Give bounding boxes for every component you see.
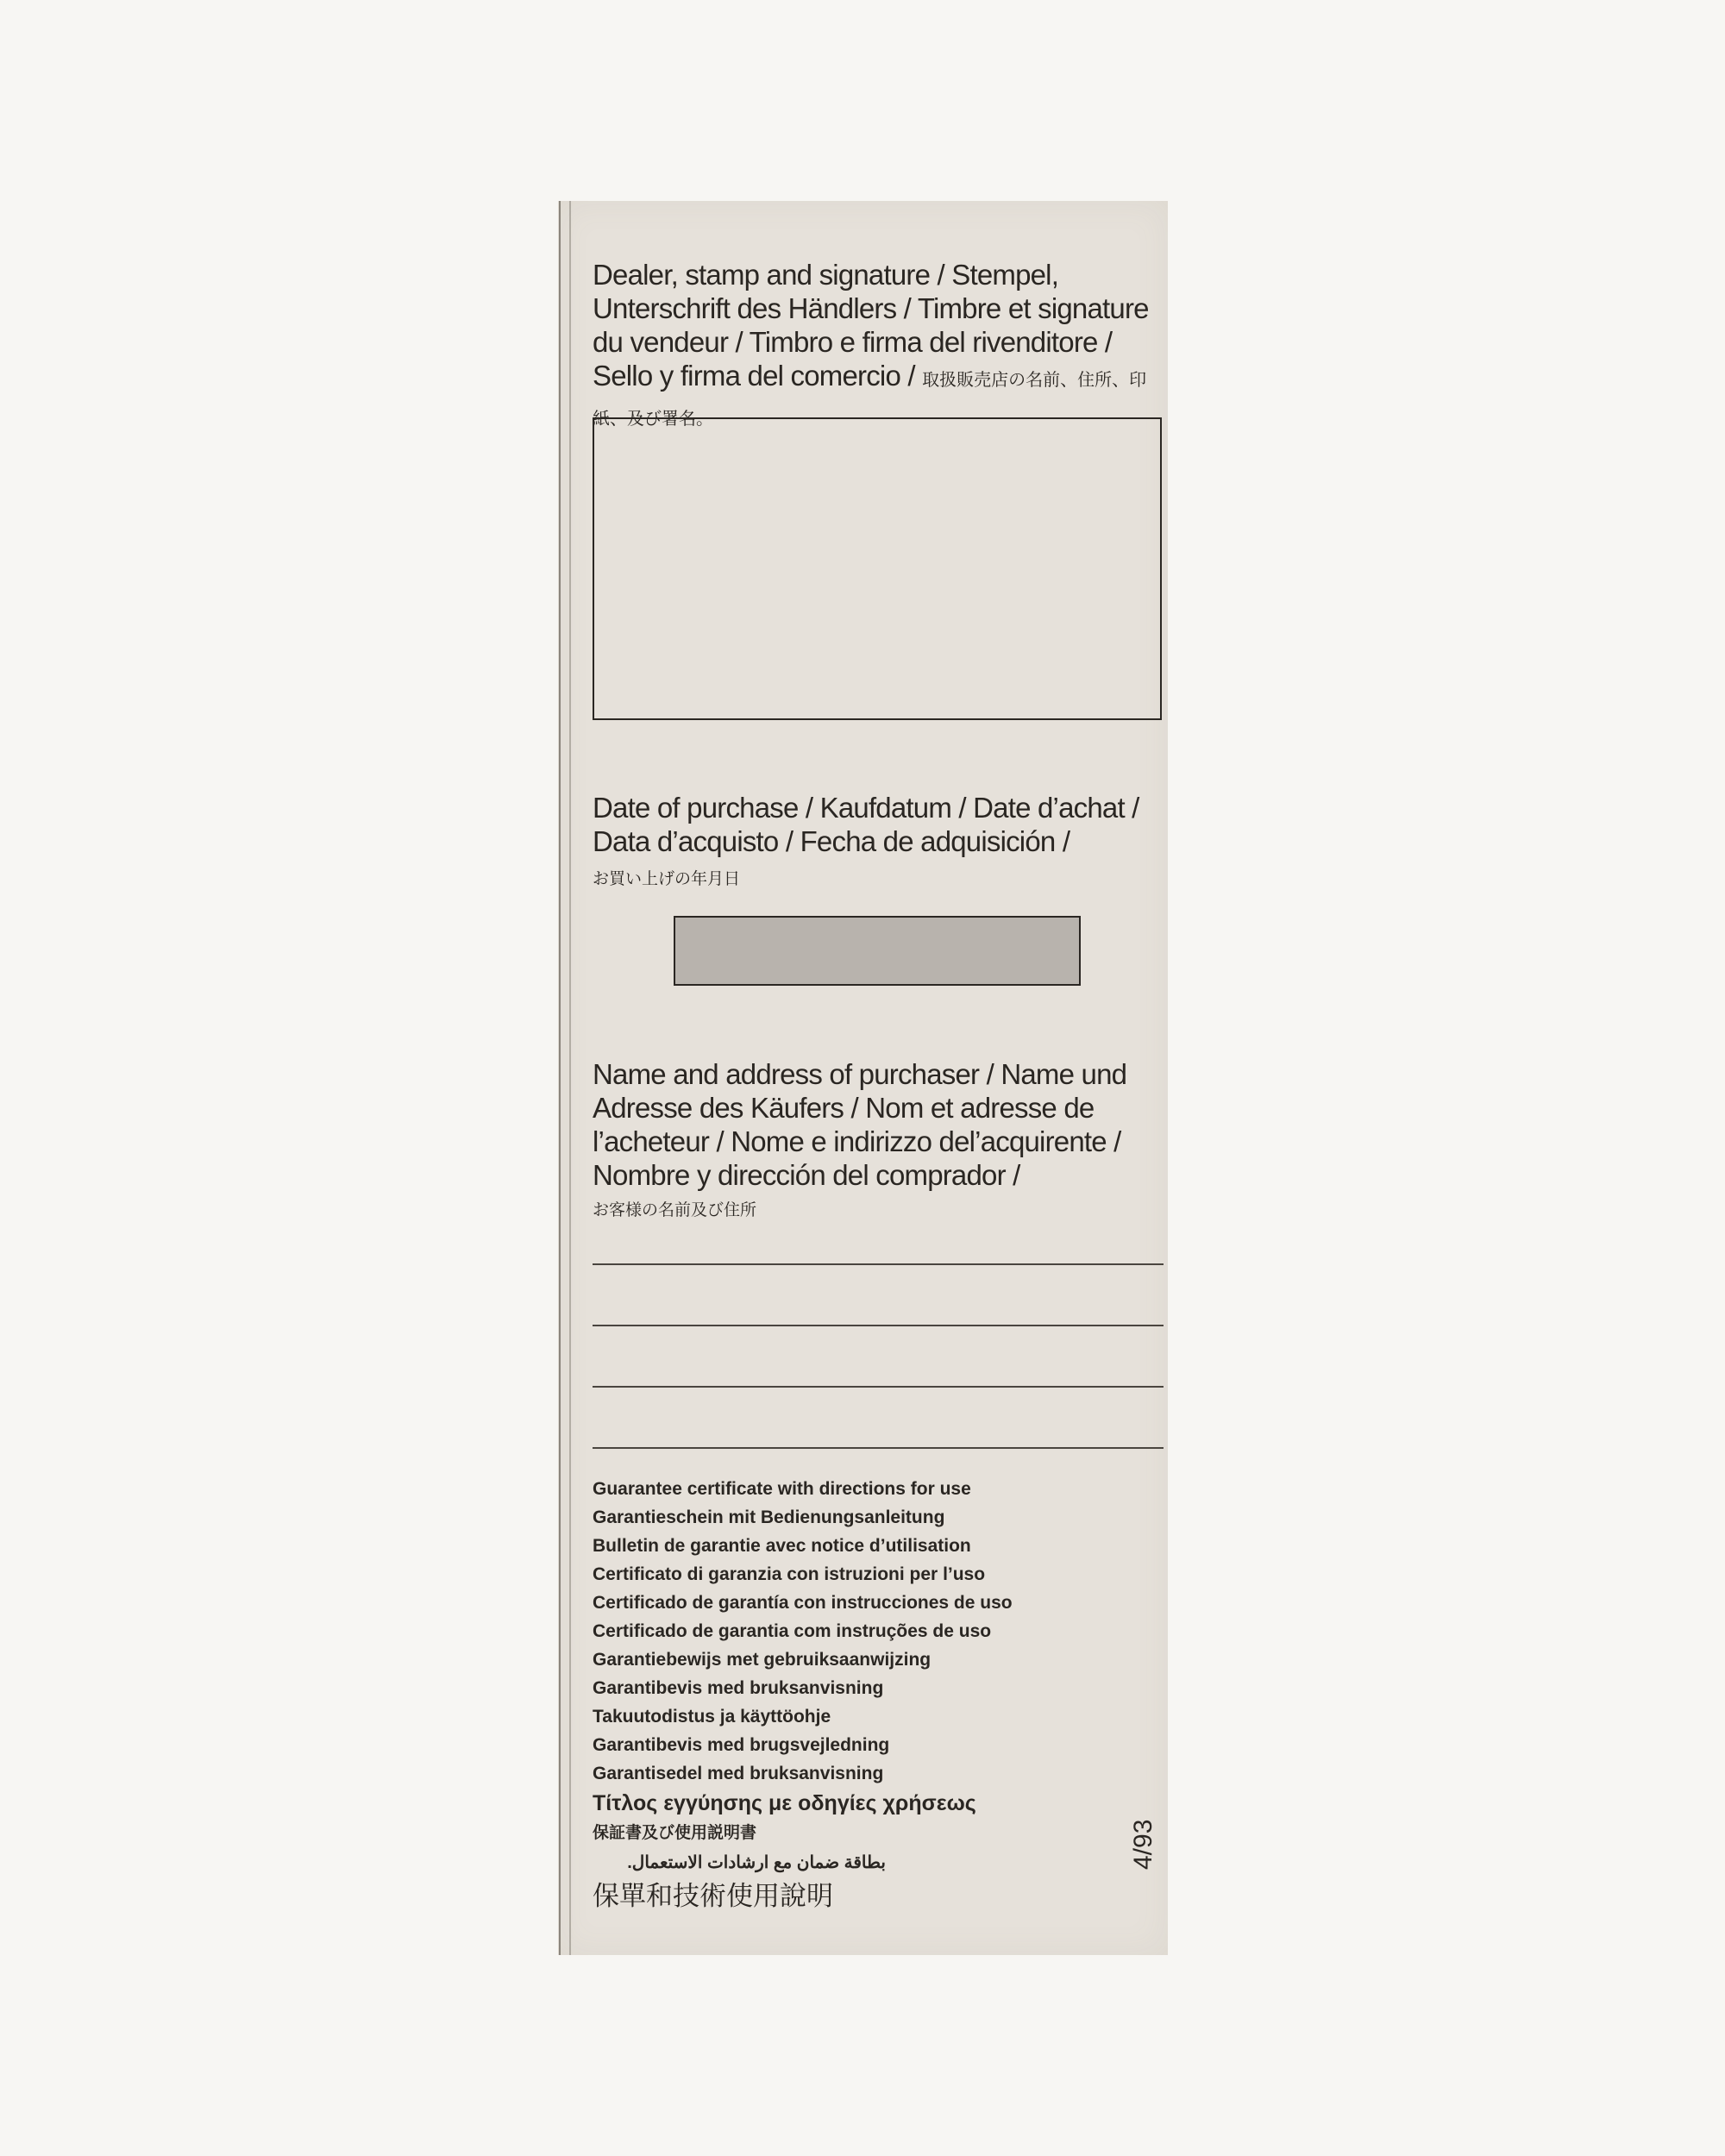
certificate-title: Bulletin de garantie avec notice d’utilisation bbox=[593, 1536, 971, 1556]
certificate-title-japanese: 保証書及び使用説明書 bbox=[593, 1824, 757, 1842]
date-heading-jp: お買い上げの年月日 bbox=[593, 869, 741, 888]
certificate-title: Garantieschein mit Bedienungsanleitung bbox=[593, 1507, 945, 1527]
certificate-title-arabic: بطاقة ضمان مع ارشادات الاستعمال. bbox=[627, 1853, 886, 1872]
dealer-stamp-box[interactable] bbox=[593, 417, 1162, 720]
certificate-titles bbox=[593, 1475, 1145, 1915]
address-line[interactable] bbox=[593, 1447, 1164, 1449]
dealer-heading: Dealer, stamp and signature / Stempel, Unterschrift des Händlers / Timbre et signature du vendeur / Timbro e firma del rivenditore / Sello y firma del comercio / 取扱販売店の名前、住所、印紙、及び署名。 bbox=[593, 259, 1149, 429]
address-line[interactable] bbox=[593, 1325, 1164, 1326]
certificate-title: Takuutodistus ja käyttöohje bbox=[593, 1707, 831, 1727]
date-of-purchase-field[interactable] bbox=[674, 916, 1081, 986]
dealer-heading-jp: 取扱販売店の名前、住所、印紙、及び署名。 bbox=[593, 371, 1147, 429]
guarantee-card bbox=[558, 201, 1168, 1955]
certificate-title: Garantibevis med brugsvejledning bbox=[593, 1735, 890, 1755]
fold-line bbox=[559, 201, 561, 1955]
purchaser-heading: Name and address of purchaser / Name und Adresse des Käufers / Nom et adresse de l’acheteur / Nome e indirizzo del’acquirente / Nombre y dirección del comprador / bbox=[593, 1058, 1127, 1191]
purchaser-heading-jp: お客様の名前及び住所 bbox=[593, 1200, 757, 1219]
address-line[interactable] bbox=[593, 1263, 1164, 1265]
address-line[interactable] bbox=[593, 1386, 1164, 1388]
certificate-title-chinese: 保單和技術使用說明 bbox=[593, 1881, 833, 1912]
certificate-title-greek: Τίτλος εγγύησης με οδηγίες χρήσεως bbox=[593, 1791, 976, 1815]
certificate-title: Certificado de garantía con instrucciones de uso bbox=[593, 1593, 1013, 1613]
fold-line bbox=[569, 201, 571, 1955]
certificate-title: Garantibevis med bruksanvisning bbox=[593, 1678, 884, 1698]
date-heading: Date of purchase / Kaufdatum / Date d’achat / Data d’acquisto / Fecha de adquisición / bbox=[593, 792, 1139, 857]
print-code: 4/93 bbox=[1129, 1819, 1157, 1870]
certificate-title: Guarantee certificate with directions for use bbox=[593, 1479, 971, 1499]
certificate-title: Certificado de garantia com instruções de uso bbox=[593, 1621, 992, 1641]
certificate-title: Garantiebewijs met gebruiksaanwijzing bbox=[593, 1650, 932, 1670]
certificate-title: Certificato di garanzia con istruzioni per l’uso bbox=[593, 1564, 986, 1584]
certificate-title: Garantisedel med bruksanvisning bbox=[593, 1764, 884, 1783]
